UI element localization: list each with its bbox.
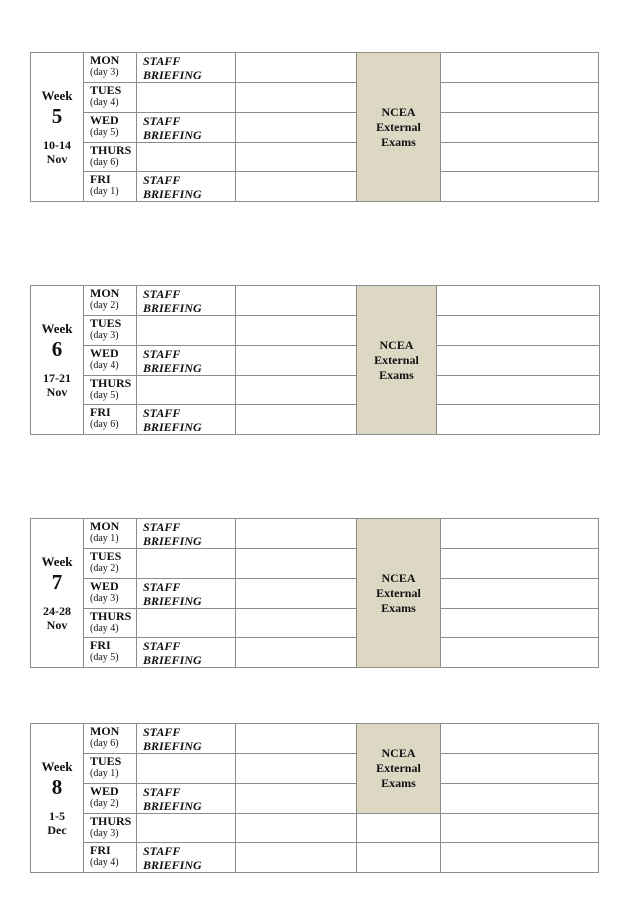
ncea-exam-label: NCEA External Exams	[376, 104, 421, 149]
day-number: (day 2)	[90, 797, 119, 809]
day-name: THURS	[90, 608, 132, 623]
notes-cell	[441, 783, 599, 813]
day-number: (day 4)	[90, 359, 119, 371]
briefing-cell	[137, 783, 236, 813]
notes-cell	[437, 405, 600, 435]
empty-cell	[236, 375, 357, 405]
ncea-exam-label: NCEA External Exams	[376, 570, 421, 615]
day-number: (day 3)	[90, 67, 119, 78]
day-row	[31, 375, 600, 405]
week-dates: 24-28 Nov	[43, 604, 71, 633]
day-name: FRI	[90, 405, 111, 420]
ncea-exam-cell	[357, 286, 437, 435]
day-name: MON	[90, 286, 120, 300]
day-cell	[84, 519, 137, 549]
notes-cell	[441, 608, 599, 638]
day-cell	[84, 724, 137, 754]
empty-cell	[236, 724, 357, 754]
day-row	[31, 286, 600, 316]
day-row	[31, 142, 599, 172]
day-number: (day 2)	[90, 300, 119, 311]
briefing-cell	[137, 142, 236, 172]
day-cell	[84, 142, 137, 172]
day-name: FRI	[90, 843, 111, 858]
empty-cell	[236, 286, 357, 316]
day-cell	[84, 112, 137, 142]
day-cell	[84, 83, 137, 113]
day-name: FRI	[90, 638, 111, 653]
week-label: Week	[41, 321, 73, 337]
notes-cell	[437, 316, 600, 346]
day-name: MON	[90, 724, 120, 738]
briefing-cell	[137, 316, 236, 346]
empty-cell	[236, 172, 357, 202]
day-number: (day 3)	[90, 330, 119, 341]
day-cell	[84, 405, 137, 435]
briefing-cell	[137, 53, 236, 83]
day-row	[31, 813, 599, 843]
day-cell	[84, 286, 137, 316]
day-number: (day 4)	[90, 622, 119, 634]
day-name: WED	[90, 783, 119, 798]
day-row	[31, 519, 599, 549]
day-name: WED	[90, 112, 119, 127]
briefing-cell	[137, 638, 236, 668]
day-name: THURS	[90, 142, 132, 157]
day-name: MON	[90, 53, 120, 67]
week-number: 7	[51, 570, 63, 595]
day-number: (day 3)	[90, 827, 119, 839]
day-cell	[84, 608, 137, 638]
briefing-cell	[137, 519, 236, 549]
week-8-table	[30, 723, 599, 873]
week-cell	[31, 724, 84, 873]
day-cell	[84, 172, 137, 202]
staff-briefing-text: STAFF BRIEFING	[143, 520, 202, 548]
briefing-cell	[137, 405, 236, 435]
week-label: Week	[41, 88, 73, 104]
day-cell	[84, 783, 137, 813]
empty-cell	[236, 112, 357, 142]
briefing-cell	[137, 83, 236, 113]
notes-cell	[441, 638, 599, 668]
notes-cell	[441, 724, 599, 754]
day-name: THURS	[90, 813, 132, 828]
notes-cell	[441, 549, 599, 579]
day-row	[31, 83, 599, 113]
notes-cell	[441, 843, 599, 873]
day-number: (day 5)	[90, 389, 119, 401]
staff-briefing-text: STAFF BRIEFING	[143, 346, 202, 375]
staff-briefing-text: STAFF BRIEFING	[143, 287, 202, 315]
day-row	[31, 783, 599, 813]
day-number: (day 6)	[90, 419, 119, 431]
ncea-exam-cell	[357, 53, 441, 202]
empty-cell	[236, 142, 357, 172]
notes-cell	[441, 142, 599, 172]
briefing-cell	[137, 112, 236, 142]
week-7-table	[30, 518, 599, 668]
week-6-table	[30, 285, 600, 435]
day-number: (day 1)	[90, 533, 119, 544]
day-row	[31, 345, 600, 375]
day-row	[31, 843, 599, 873]
day-cell	[84, 813, 137, 843]
week-number: 6	[51, 337, 63, 362]
empty-cell	[236, 316, 357, 346]
day-name: WED	[90, 345, 119, 360]
staff-briefing-text: STAFF BRIEFING	[143, 173, 202, 202]
empty-cell	[236, 83, 357, 113]
empty-cell	[236, 345, 357, 375]
week-dates: 17-21 Nov	[43, 371, 71, 400]
day-row	[31, 638, 599, 668]
empty-cell	[236, 549, 357, 579]
day-number: (day 3)	[90, 592, 119, 604]
day-name: TUES	[90, 316, 122, 330]
day-number: (day 4)	[90, 97, 119, 108]
briefing-cell	[137, 754, 236, 784]
staff-briefing-text: STAFF BRIEFING	[143, 579, 202, 608]
empty-cell	[236, 813, 357, 843]
ncea-exam-label: NCEA External Exams	[374, 337, 419, 382]
day-number: (day 6)	[90, 156, 119, 168]
briefing-cell	[137, 286, 236, 316]
day-row	[31, 172, 599, 202]
staff-briefing-text: STAFF BRIEFING	[143, 639, 202, 668]
day-row	[31, 316, 600, 346]
staff-briefing-text: STAFF BRIEFING	[143, 784, 202, 813]
day-number: (day 5)	[90, 126, 119, 138]
ncea-exam-cell	[357, 519, 441, 668]
empty-cell	[236, 783, 357, 813]
briefing-cell	[137, 813, 236, 843]
briefing-cell	[137, 578, 236, 608]
day-cell	[84, 53, 137, 83]
staff-briefing-text: STAFF BRIEFING	[143, 844, 202, 873]
empty-cell	[236, 843, 357, 873]
day-row	[31, 578, 599, 608]
briefing-cell	[137, 172, 236, 202]
empty-cell	[236, 608, 357, 638]
empty-cell	[236, 754, 357, 784]
briefing-cell	[137, 549, 236, 579]
empty-cell	[236, 405, 357, 435]
empty-cell	[357, 813, 441, 843]
day-cell	[84, 345, 137, 375]
staff-briefing-text: STAFF BRIEFING	[143, 406, 202, 435]
day-name: THURS	[90, 375, 132, 390]
week-number: 8	[51, 775, 63, 800]
day-number: (day 6)	[90, 738, 119, 749]
week-cell	[31, 519, 84, 668]
empty-cell	[236, 638, 357, 668]
briefing-cell	[137, 843, 236, 873]
ncea-exam-label: NCEA External Exams	[376, 745, 421, 790]
empty-cell	[236, 578, 357, 608]
day-name: FRI	[90, 172, 111, 187]
day-cell	[84, 843, 137, 873]
day-cell	[84, 578, 137, 608]
briefing-cell	[137, 375, 236, 405]
day-number: (day 4)	[90, 857, 119, 869]
staff-briefing-text: STAFF BRIEFING	[143, 725, 202, 753]
week-cell	[31, 286, 84, 435]
week-cell	[31, 53, 84, 202]
day-row	[31, 724, 599, 754]
empty-cell	[236, 53, 357, 83]
day-row	[31, 754, 599, 784]
briefing-cell	[137, 724, 236, 754]
day-name: TUES	[90, 754, 122, 768]
briefing-cell	[137, 608, 236, 638]
empty-cell	[357, 843, 441, 873]
notes-cell	[441, 172, 599, 202]
day-name: TUES	[90, 549, 122, 563]
day-row	[31, 405, 600, 435]
briefing-cell	[137, 345, 236, 375]
notes-cell	[441, 53, 599, 83]
day-row	[31, 53, 599, 83]
notes-cell	[441, 112, 599, 142]
week-5-table	[30, 52, 599, 202]
notes-cell	[441, 83, 599, 113]
day-cell	[84, 754, 137, 784]
day-cell	[84, 638, 137, 668]
day-row	[31, 608, 599, 638]
notes-cell	[437, 286, 600, 316]
notes-cell	[441, 519, 599, 549]
day-cell	[84, 316, 137, 346]
day-name: MON	[90, 519, 120, 533]
notes-cell	[441, 754, 599, 784]
week-label: Week	[41, 554, 73, 570]
notes-cell	[437, 375, 600, 405]
day-name: TUES	[90, 83, 122, 97]
day-row	[31, 549, 599, 579]
day-number: (day 5)	[90, 652, 119, 664]
day-number: (day 2)	[90, 563, 119, 574]
staff-briefing-text: STAFF BRIEFING	[143, 113, 202, 142]
week-label: Week	[41, 759, 73, 775]
day-name: WED	[90, 578, 119, 593]
week-dates: 1-5 Dec	[47, 809, 67, 838]
ncea-exam-cell	[357, 724, 441, 814]
week-number: 5	[51, 104, 63, 129]
notes-cell	[437, 345, 600, 375]
notes-cell	[441, 578, 599, 608]
notes-cell	[441, 813, 599, 843]
day-row	[31, 112, 599, 142]
empty-cell	[236, 519, 357, 549]
day-number: (day 1)	[90, 186, 119, 198]
staff-briefing-text: STAFF BRIEFING	[143, 54, 202, 82]
day-cell	[84, 375, 137, 405]
day-cell	[84, 549, 137, 579]
day-number: (day 1)	[90, 768, 119, 779]
week-dates: 10-14 Nov	[43, 138, 71, 167]
